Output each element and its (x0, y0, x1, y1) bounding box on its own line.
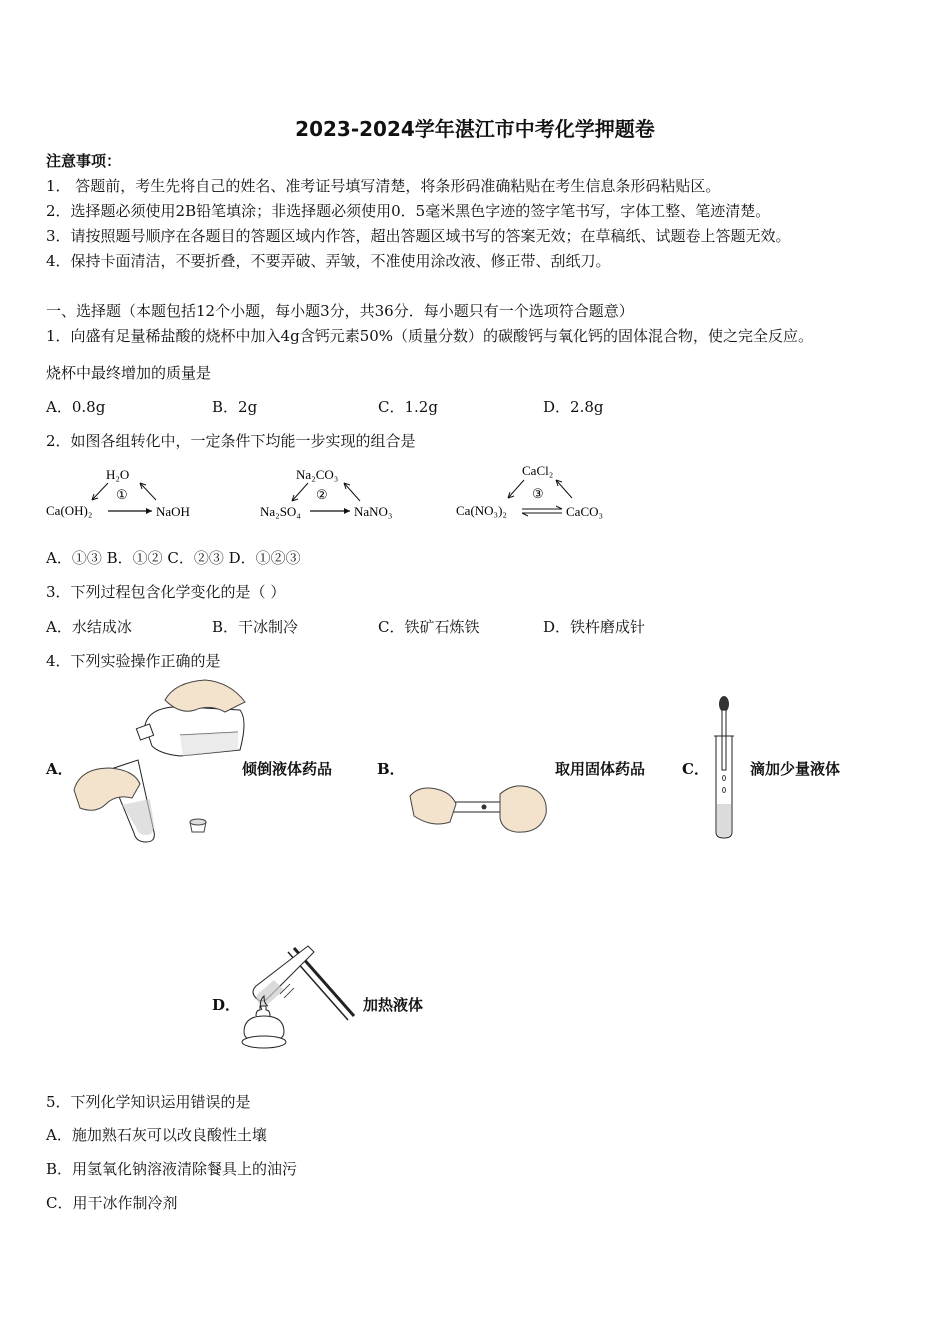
diagram-3-right: CaCO₃ (566, 504, 604, 519)
q1-stem-cont: 烧杯中最终增加的质量是 (46, 364, 212, 382)
q5-option-a: A．施加熟石灰可以改良酸性土壤 (46, 1126, 267, 1144)
q4-option-b-caption: 取用固体药品 (555, 760, 646, 778)
diagram-2-num: ② (316, 487, 328, 502)
conversion-diagram-3 (454, 462, 624, 524)
diagram-2-right: NaNO₃ (354, 504, 393, 519)
q5-option-b: B．用氢氧化钠溶液清除餐具上的油污 (46, 1160, 298, 1178)
q3-option-c: C．铁矿石炼铁 (378, 618, 480, 636)
heating-liquid-illustration (238, 940, 358, 1056)
q4-option-d-caption: 加热液体 (363, 996, 424, 1014)
notice-item: 3．请按照题号顺序在各题目的答题区域内作答，超出答题区域书写的答案无效；在草稿纸、试题卷上答题无效。 (46, 227, 791, 245)
diagram-3-top: CaCl₂ (522, 463, 554, 478)
q1-option-d: D．2.8g (543, 398, 604, 416)
section-heading: 一、选择题（本题包括12个小题，每小题3分，共36分．每小题只有一个选项符合题意） (46, 302, 634, 320)
conversion-diagram-2 (258, 462, 428, 524)
diagram-2-top: Na₂CO₃ (296, 467, 339, 482)
q3-option-d: D．铁杵磨成针 (543, 618, 646, 636)
q4-option-c-caption: 滴加少量液体 (750, 760, 841, 778)
diagram-1-num: ① (116, 487, 128, 502)
notice-item: 1． 答题前，考生先将自己的姓名、准考证号填写清楚，将条形码准确粘贴在考生信息条形码粘贴区。 (46, 177, 721, 195)
diagram-1-left: Ca(OH)₂ (46, 503, 93, 518)
page-title: 2023-2024学年湛江市中考化学押题卷 (295, 117, 655, 141)
diagram-1-right: NaOH (156, 504, 190, 519)
q4-option-b-letter: B． (377, 760, 405, 778)
q4-option-a-letter: A． (46, 760, 73, 778)
q4-option-c-letter: C． (682, 760, 709, 778)
q3-stem: 3．下列过程包含化学变化的是（ ） (46, 583, 286, 601)
q5-stem: 5．下列化学知识运用错误的是 (46, 1093, 251, 1111)
q2-options: A．①③ B．①② C．②③ D．①②③ (46, 549, 301, 567)
q4-stem: 4．下列实验操作正确的是 (46, 652, 221, 670)
q1-option-a: A．0.8g (46, 398, 106, 416)
q4-option-a-caption: 倾倒液体药品 (242, 760, 333, 778)
q2-stem: 2．如图各组转化中，一定条件下均能一步实现的组合是 (46, 432, 416, 450)
q1-option-c: C．1.2g (378, 398, 438, 416)
pouring-liquid-illustration (70, 680, 240, 842)
q3-option-a: A．水结成冰 (46, 618, 132, 636)
dropper-illustration (712, 694, 742, 842)
diagram-2-left: Na₂SO₄ (260, 504, 301, 519)
diagram-3-num: ③ (532, 486, 544, 501)
notice-item: 4．保持卡面清洁，不要折叠，不要弄破、弄皱，不准使用涂改液、修正带、刮纸刀。 (46, 252, 611, 270)
q1-stem: 1．向盛有足量稀盐酸的烧杯中加入4g含钙元素50%（质量分数）的碳酸钙与氧化钙的固体混合物，使之完全反应。 (46, 327, 814, 345)
notice-item: 2．选择题必须使用2B铅笔填涂；非选择题必须使用0．5毫米黑色字迹的签字笔书写，字体工整、笔迹清楚。 (46, 202, 771, 220)
conversion-diagram-1 (44, 462, 214, 524)
diagram-3-left: Ca(NO₃)₂ (456, 503, 507, 518)
diagram-1-top: H₂O (106, 467, 130, 482)
notice-heading: 注意事项： (46, 152, 122, 170)
q1-option-b: B．2g (212, 398, 258, 416)
taking-solid-illustration (408, 780, 550, 838)
q4-option-d-letter: D． (212, 996, 241, 1014)
q5-option-c: C．用干冰作制冷剂 (46, 1194, 178, 1212)
q3-option-b: B．干冰制冷 (212, 618, 299, 636)
